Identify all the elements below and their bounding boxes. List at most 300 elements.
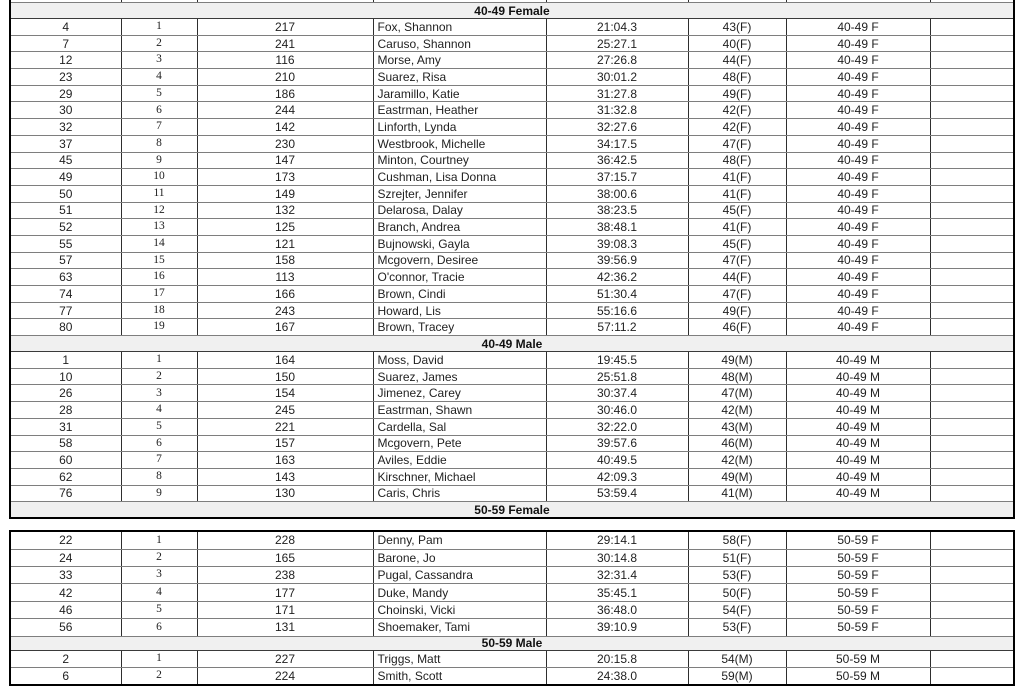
cell-division-place: 14 [121,235,197,252]
cell-bib-number: 210 [197,69,373,86]
cell-time: 34:17.5 [546,135,688,152]
result-row [10,119,1014,136]
cell-division-place: 3 [121,385,197,402]
cell-time: 38:00.6 [546,185,688,202]
result-row [10,202,1014,219]
cell-age-gender: 47(M) [688,385,786,402]
cell-division: 50-59 F [786,567,930,584]
cell-overall-place: 76 [10,485,121,502]
cell-overall-place: 50 [10,185,121,202]
cell-division: 40-49 F [786,35,930,52]
cell-age-gender: 43(F) [688,19,786,36]
cell-bib-number: 166 [197,286,373,303]
cell-name: Westbrook, Michelle [373,135,546,152]
cell-division: 40-49 F [786,219,930,236]
cell-division-place: 3 [121,52,197,69]
result-row [10,286,1014,303]
cell-age-gender: 47(F) [688,286,786,303]
cell-name: Brown, Tracey [373,319,546,336]
cell-time: 25:27.1 [546,35,688,52]
cell-age-gender: 58(F) [688,531,786,549]
cell-bib-number: 116 [197,52,373,69]
cell-overall-place: 4 [10,19,121,36]
cell-age-gender: 46(M) [688,435,786,452]
cell-name: Pugal, Cassandra [373,567,546,584]
cell-division: 40-49 F [786,102,930,119]
cell-division: 40-49 M [786,485,930,502]
result-row [10,185,1014,202]
cell-overall-place: 26 [10,385,121,402]
cell-time: 19:45.5 [546,352,688,369]
cell-bib-number: 230 [197,135,373,152]
cell-age-gender: 49(F) [688,302,786,319]
cell-notes [930,219,1014,236]
section-header: 40-49 Male [10,336,1014,352]
cell-division: 40-49 M [786,435,930,452]
result-row [10,584,1014,601]
cell-name: Eastrman, Shawn [373,402,546,419]
cell-notes [930,452,1014,469]
cell-age-gender: 54(M) [688,650,786,667]
cell-division: 40-49 M [786,352,930,369]
cell-division-place: 19 [121,319,197,336]
cell-division-place: 2 [121,35,197,52]
cell-name: Branch, Andrea [373,219,546,236]
cell-division: 40-49 F [786,69,930,86]
cell-division: 40-49 F [786,252,930,269]
cell-bib-number: 143 [197,468,373,485]
cell-bib-number: 244 [197,102,373,119]
cell-division-place: 5 [121,85,197,102]
cell-division: 40-49 F [786,135,930,152]
cell-age-gender: 41(F) [688,185,786,202]
cell-bib-number: 217 [197,19,373,36]
cell-bib-number: 163 [197,452,373,469]
cell-name: Triggs, Matt [373,650,546,667]
result-row [10,235,1014,252]
cell-division-place: 2 [121,368,197,385]
cell-division: 40-49 F [786,302,930,319]
cell-notes [930,286,1014,303]
cell-division: 40-49 F [786,119,930,136]
cell-time: 53:59.4 [546,485,688,502]
cell-division-place: 6 [121,435,197,452]
result-row [10,69,1014,86]
cell-name: Smith, Scott [373,667,546,685]
cell-overall-place: 77 [10,302,121,319]
cell-division-place: 1 [121,19,197,36]
cell-overall-place: 24 [10,549,121,566]
cell-division-place: 17 [121,286,197,303]
section-header-row [10,502,1014,519]
cell-time: 36:48.0 [546,601,688,618]
cell-notes [930,468,1014,485]
section-header: 50-59 Female [10,502,1014,519]
cell-notes [930,485,1014,502]
result-row [10,85,1014,102]
cell-time: 30:46.0 [546,402,688,419]
cell-name: Moss, David [373,352,546,369]
cell-overall-place: 45 [10,152,121,169]
cell-division-place: 6 [121,102,197,119]
cell-name: Suarez, Risa [373,69,546,86]
section-header-row [10,3,1014,19]
result-row [10,549,1014,566]
cell-age-gender: 48(M) [688,368,786,385]
cell-division: 40-49 F [786,152,930,169]
cell-overall-place: 37 [10,135,121,152]
cell-division-place: 9 [121,152,197,169]
cell-notes [930,269,1014,286]
result-row [10,435,1014,452]
cell-name: Linforth, Lynda [373,119,546,136]
cell-division-place: 4 [121,584,197,601]
cell-time: 37:15.7 [546,169,688,186]
cell-division-place: 6 [121,619,197,636]
cell-name: Szrejter, Jennifer [373,185,546,202]
cell-name: Jimenez, Carey [373,385,546,402]
cell-overall-place: 52 [10,219,121,236]
cell-name: Cardella, Sal [373,418,546,435]
cell-division-place: 18 [121,302,197,319]
cell-bib-number: 224 [197,667,373,685]
cell-time: 35:45.1 [546,584,688,601]
cell-notes [930,252,1014,269]
cell-time: 32:27.6 [546,119,688,136]
cell-name: Denny, Pam [373,531,546,549]
cell-name: Fox, Shannon [373,19,546,36]
cell-notes [930,418,1014,435]
cell-name: Mcgovern, Pete [373,435,546,452]
cell-bib-number: 165 [197,549,373,566]
cell-age-gender: 42(M) [688,452,786,469]
results-table-page-2 [9,530,1015,686]
cell-bib-number: 164 [197,352,373,369]
cell-time: 30:14.8 [546,549,688,566]
cell-division-place: 4 [121,402,197,419]
cell-overall-place: 33 [10,567,121,584]
cell-notes [930,152,1014,169]
cell-bib-number: 167 [197,319,373,336]
cell-notes [930,667,1014,685]
cell-overall-place: 80 [10,319,121,336]
cell-age-gender: 59(M) [688,667,786,685]
cell-notes [930,135,1014,152]
cell-division: 40-49 M [786,468,930,485]
race-results-document [9,0,1016,686]
cell-notes [930,102,1014,119]
cell-name: Shoemaker, Tami [373,619,546,636]
cell-age-gender: 41(F) [688,219,786,236]
cell-age-gender: 42(M) [688,402,786,419]
results-table-page-1 [9,0,1015,519]
cell-age-gender: 53(F) [688,619,786,636]
result-row [10,601,1014,618]
cell-overall-place: 57 [10,252,121,269]
cell-age-gender: 49(M) [688,468,786,485]
cell-bib-number: 228 [197,531,373,549]
cell-age-gender: 54(F) [688,601,786,618]
cell-age-gender: 41(M) [688,485,786,502]
cell-age-gender: 48(F) [688,69,786,86]
result-row [10,252,1014,269]
cell-name: Morse, Amy [373,52,546,69]
cell-division: 50-59 F [786,601,930,618]
cell-age-gender: 40(F) [688,35,786,52]
cell-time: 40:49.5 [546,452,688,469]
cell-notes [930,567,1014,584]
cell-age-gender: 44(F) [688,269,786,286]
cell-bib-number: 241 [197,35,373,52]
cell-time: 51:30.4 [546,286,688,303]
cell-division: 50-59 F [786,619,930,636]
cell-division-place: 5 [121,418,197,435]
cell-division: 40-49 F [786,202,930,219]
cell-bib-number: 125 [197,219,373,236]
cell-age-gender: 43(M) [688,418,786,435]
cell-time: 39:08.3 [546,235,688,252]
cell-time: 36:42.5 [546,152,688,169]
cell-overall-place: 56 [10,619,121,636]
cell-overall-place: 7 [10,35,121,52]
cell-age-gender: 41(F) [688,169,786,186]
cell-notes [930,435,1014,452]
cell-age-gender: 47(F) [688,135,786,152]
cell-time: 24:38.0 [546,667,688,685]
cell-overall-place: 31 [10,418,121,435]
cell-time: 30:37.4 [546,385,688,402]
cell-division: 50-59 F [786,549,930,566]
cell-time: 25:51.8 [546,368,688,385]
cell-overall-place: 22 [10,531,121,549]
cell-division: 40-49 M [786,385,930,402]
cell-overall-place: 23 [10,69,121,86]
cell-division: 50-59 F [786,584,930,601]
result-row [10,319,1014,336]
cell-division: 40-49 M [786,418,930,435]
cell-division: 40-49 M [786,452,930,469]
cell-division-place: 9 [121,485,197,502]
cell-age-gender: 45(F) [688,202,786,219]
cell-division: 40-49 F [786,269,930,286]
cell-bib-number: 149 [197,185,373,202]
cell-overall-place: 63 [10,269,121,286]
cell-division: 40-49 F [786,185,930,202]
result-row [10,531,1014,549]
cell-notes [930,584,1014,601]
cell-age-gender: 46(F) [688,319,786,336]
cell-division-place: 5 [121,601,197,618]
cell-age-gender: 47(F) [688,252,786,269]
cell-overall-place: 2 [10,650,121,667]
cell-time: 42:09.3 [546,468,688,485]
cell-notes [930,302,1014,319]
cell-time: 27:26.8 [546,52,688,69]
cell-overall-place: 51 [10,202,121,219]
result-row [10,269,1014,286]
cell-notes [930,352,1014,369]
cell-age-gender: 44(F) [688,52,786,69]
result-row [10,619,1014,636]
cell-division: 50-59 M [786,667,930,685]
cell-overall-place: 58 [10,435,121,452]
cell-overall-place: 30 [10,102,121,119]
cell-bib-number: 131 [197,619,373,636]
cell-division-place: 12 [121,202,197,219]
result-row [10,418,1014,435]
result-row [10,485,1014,502]
cell-division-place: 2 [121,549,197,566]
cell-overall-place: 55 [10,235,121,252]
result-row [10,352,1014,369]
cell-division-place: 10 [121,169,197,186]
cell-division-place: 1 [121,531,197,549]
cell-bib-number: 142 [197,119,373,136]
cell-notes [930,368,1014,385]
result-row [10,385,1014,402]
cell-name: Mcgovern, Desiree [373,252,546,269]
cell-division: 40-49 F [786,85,930,102]
result-row [10,650,1014,667]
cell-name: Barone, Jo [373,549,546,566]
cell-overall-place: 74 [10,286,121,303]
cell-division-place: 1 [121,650,197,667]
cell-time: 30:01.2 [546,69,688,86]
cell-name: Jaramillo, Katie [373,85,546,102]
cell-division: 40-49 F [786,235,930,252]
cell-age-gender: 45(F) [688,235,786,252]
cell-name: Bujnowski, Gayla [373,235,546,252]
cell-division-place: 4 [121,69,197,86]
result-row [10,368,1014,385]
result-row [10,35,1014,52]
cell-overall-place: 32 [10,119,121,136]
cell-bib-number: 243 [197,302,373,319]
cell-bib-number: 245 [197,402,373,419]
cell-division-place: 16 [121,269,197,286]
cell-age-gender: 48(F) [688,152,786,169]
cell-overall-place: 28 [10,402,121,419]
cell-name: Eastrman, Heather [373,102,546,119]
cell-overall-place: 60 [10,452,121,469]
cell-division-place: 11 [121,185,197,202]
cell-division-place: 8 [121,468,197,485]
cell-bib-number: 121 [197,235,373,252]
cell-age-gender: 53(F) [688,567,786,584]
cell-notes [930,531,1014,549]
cell-notes [930,402,1014,419]
cell-division: 50-59 M [786,650,930,667]
result-row [10,219,1014,236]
cell-age-gender: 42(F) [688,102,786,119]
cell-division-place: 2 [121,667,197,685]
cell-overall-place: 6 [10,667,121,685]
cell-overall-place: 46 [10,601,121,618]
cell-bib-number: 147 [197,152,373,169]
cell-bib-number: 132 [197,202,373,219]
cell-division-place: 7 [121,452,197,469]
cell-notes [930,619,1014,636]
cell-overall-place: 42 [10,584,121,601]
cell-bib-number: 157 [197,435,373,452]
cell-overall-place: 49 [10,169,121,186]
cell-time: 21:04.3 [546,19,688,36]
cell-age-gender: 49(F) [688,85,786,102]
cell-age-gender: 49(M) [688,352,786,369]
cell-name: Delarosa, Dalay [373,202,546,219]
cell-age-gender: 50(F) [688,584,786,601]
cell-notes [930,385,1014,402]
cell-name: Aviles, Eddie [373,452,546,469]
cell-time: 32:22.0 [546,418,688,435]
cell-division: 40-49 F [786,286,930,303]
result-row [10,152,1014,169]
cell-time: 42:36.2 [546,269,688,286]
section-header: 40-49 Female [10,3,1014,19]
cell-bib-number: 186 [197,85,373,102]
cell-overall-place: 62 [10,468,121,485]
cell-time: 38:48.1 [546,219,688,236]
cell-division-place: 7 [121,119,197,136]
cell-name: Caris, Chris [373,485,546,502]
cell-notes [930,319,1014,336]
cell-notes [930,169,1014,186]
cell-division-place: 8 [121,135,197,152]
cell-bib-number: 150 [197,368,373,385]
cell-bib-number: 130 [197,485,373,502]
cell-notes [930,650,1014,667]
cell-notes [930,235,1014,252]
cell-time: 32:31.4 [546,567,688,584]
section-header: 50-59 Male [10,636,1014,650]
cell-time: 39:10.9 [546,619,688,636]
result-row [10,135,1014,152]
result-row [10,169,1014,186]
cell-time: 39:57.6 [546,435,688,452]
result-row [10,402,1014,419]
cell-notes [930,52,1014,69]
cell-notes [930,119,1014,136]
result-row [10,302,1014,319]
cell-division-place: 1 [121,352,197,369]
cell-notes [930,185,1014,202]
cell-division: 40-49 M [786,402,930,419]
cell-division: 40-49 M [786,368,930,385]
cell-division-place: 3 [121,567,197,584]
cell-time: 38:23.5 [546,202,688,219]
cell-bib-number: 154 [197,385,373,402]
cell-name: Caruso, Shannon [373,35,546,52]
cell-time: 31:32.8 [546,102,688,119]
cell-overall-place: 10 [10,368,121,385]
cell-division: 40-49 F [786,319,930,336]
cell-division-place: 15 [121,252,197,269]
cell-name: Minton, Courtney [373,152,546,169]
result-row [10,19,1014,36]
cell-name: Suarez, James [373,368,546,385]
cell-bib-number: 177 [197,584,373,601]
cell-bib-number: 158 [197,252,373,269]
cell-bib-number: 238 [197,567,373,584]
cell-time: 29:14.1 [546,531,688,549]
result-row [10,667,1014,685]
cell-notes [930,69,1014,86]
cell-overall-place: 12 [10,52,121,69]
result-row [10,102,1014,119]
cell-division: 40-49 F [786,52,930,69]
cell-overall-place: 29 [10,85,121,102]
cell-name: Cushman, Lisa Donna [373,169,546,186]
